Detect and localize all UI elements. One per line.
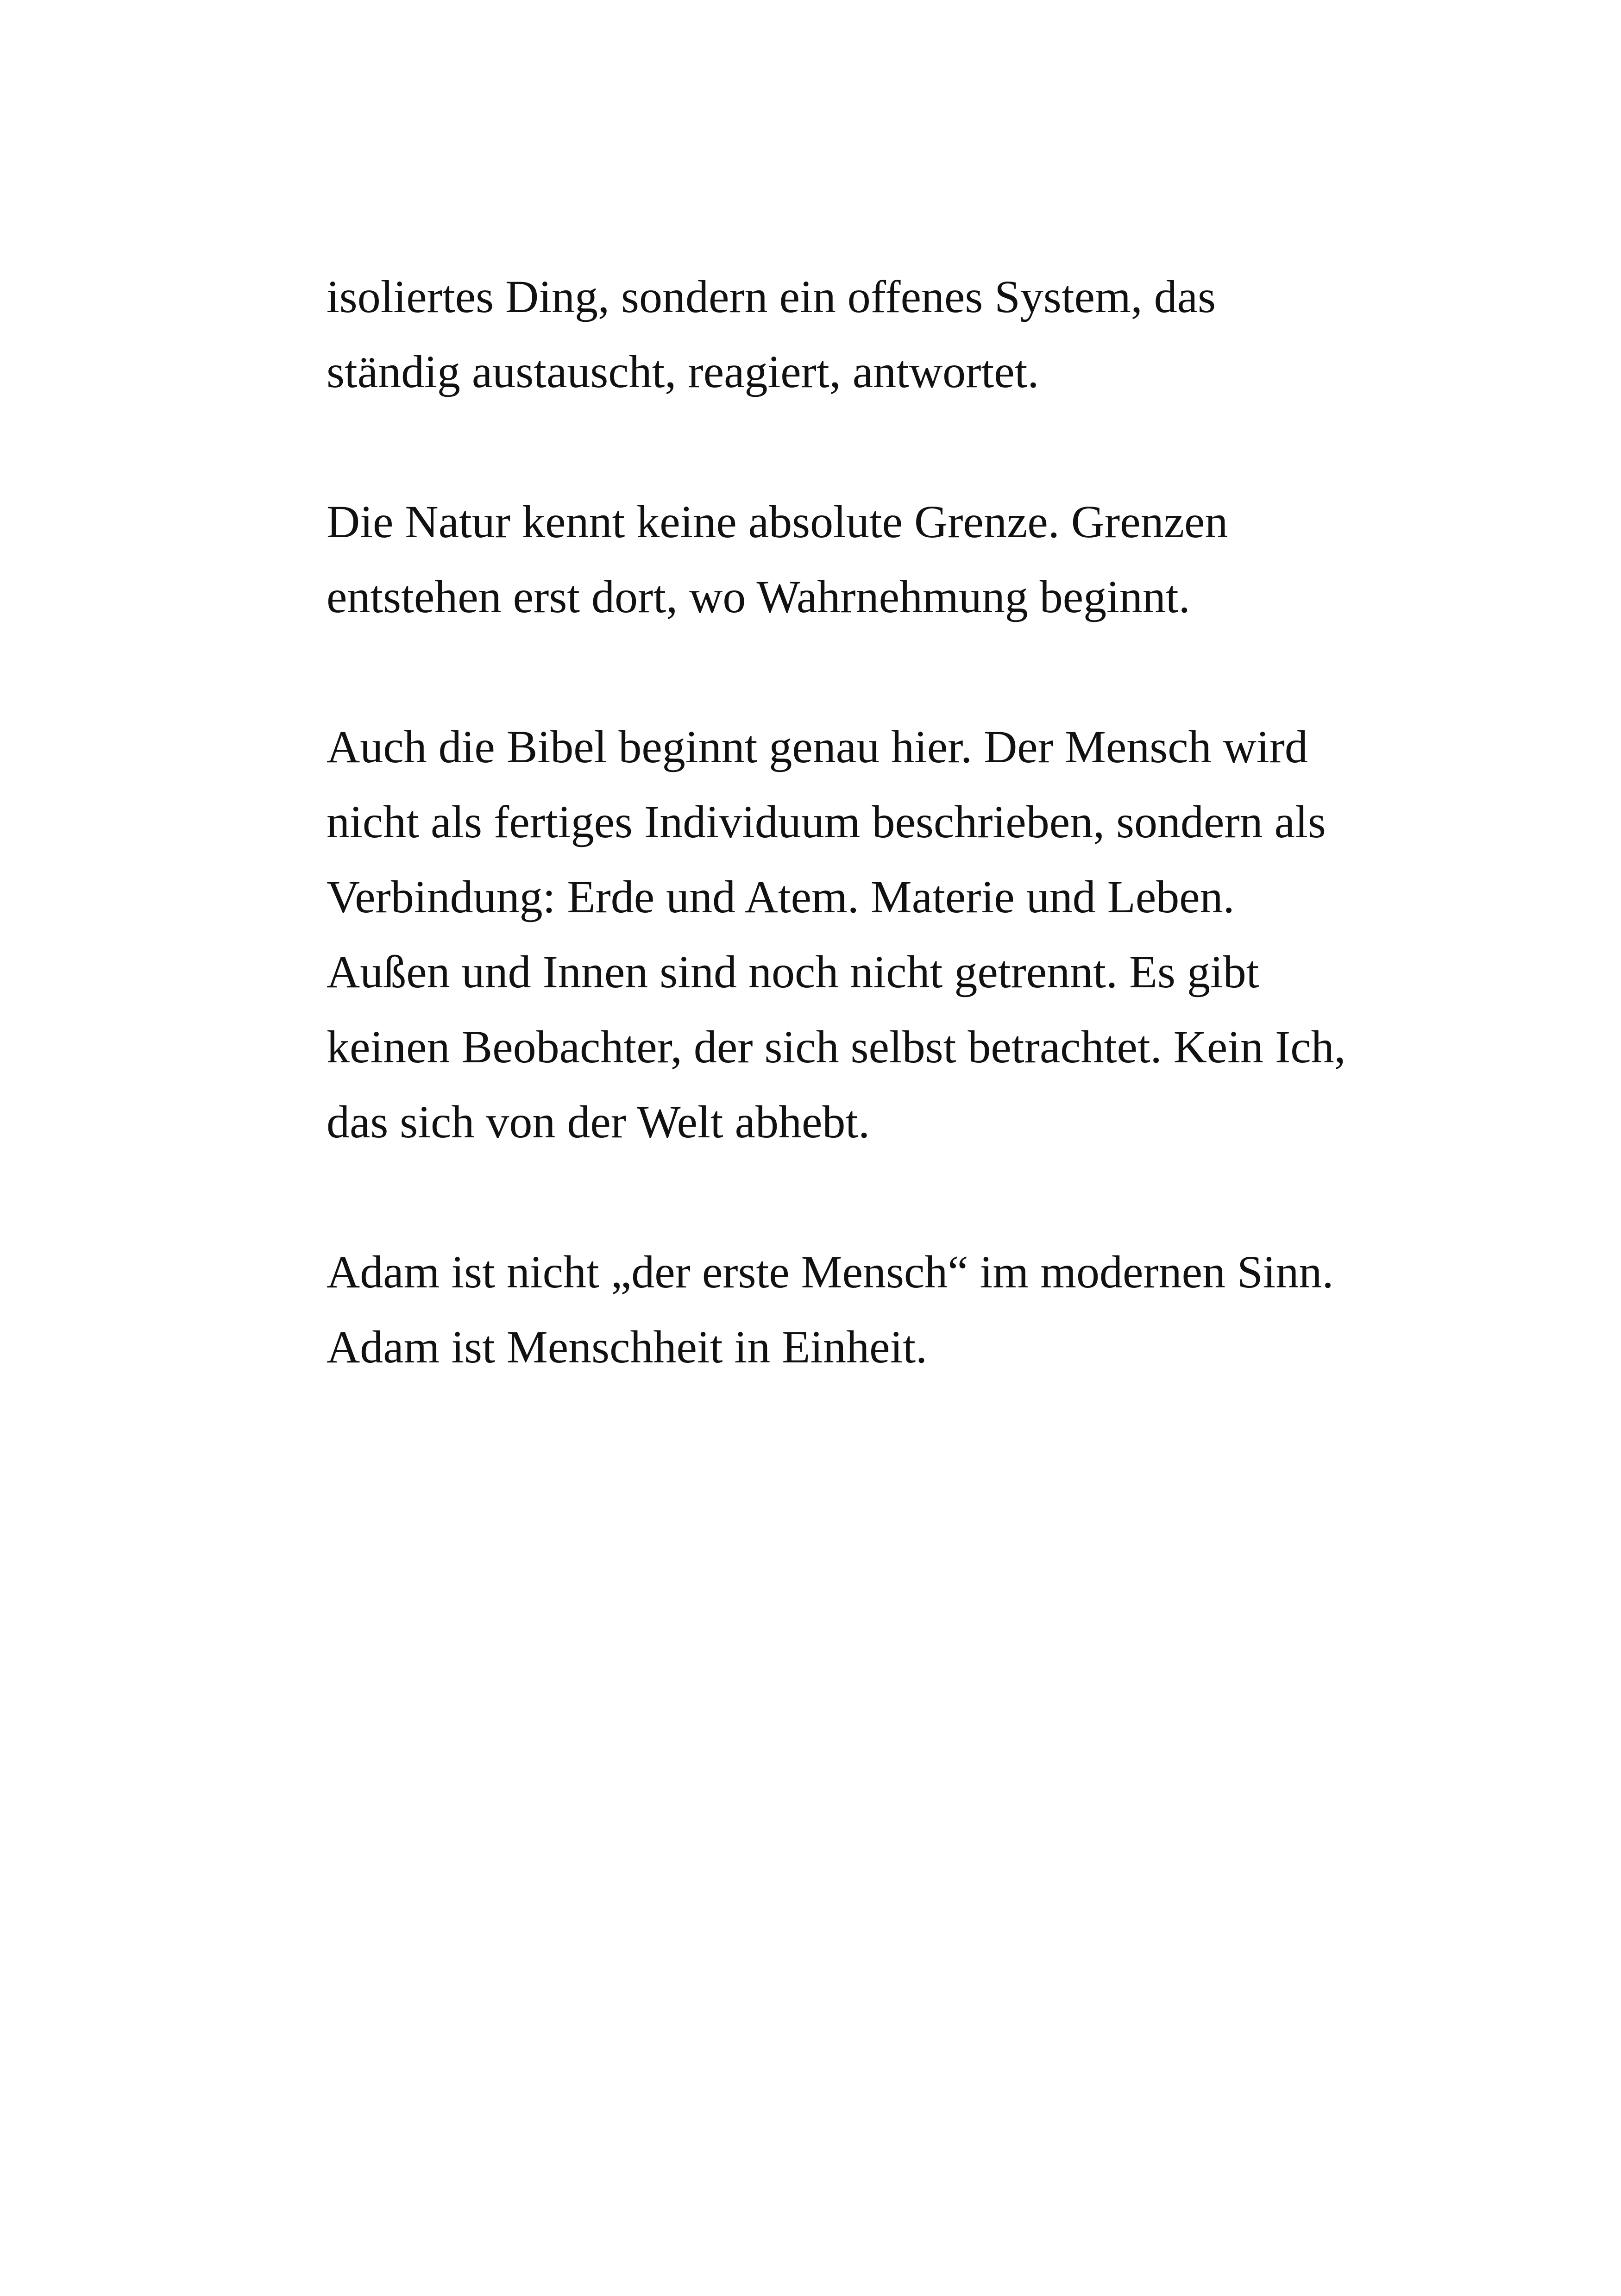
text-line: keinen Beobachter, der sich selbst betrachtet. Kein Ich, xyxy=(327,1021,1346,1073)
paragraph-4 xyxy=(327,1235,1392,1385)
text-line: Verbindung: Erde und Atem. Materie und Leben. xyxy=(327,871,1235,922)
text-line: Adam ist nicht „der erste Mensch“ im modernen Sinn. xyxy=(327,1246,1334,1298)
paragraph-3 xyxy=(327,709,1392,1160)
paragraph-1 xyxy=(327,259,1392,409)
text-line: Adam ist Menschheit in Einheit. xyxy=(327,1321,928,1373)
text-line: entstehen erst dort, wo Wahrnehmung beginnt. xyxy=(327,571,1190,622)
body-text xyxy=(327,259,1392,1460)
text-line: nicht als fertiges Individuum beschrieben, sondern als xyxy=(327,796,1326,847)
text-line: isoliertes Ding, sondern ein offenes System, das xyxy=(327,271,1216,322)
text-line: ständig austauscht, reagiert, antwortet. xyxy=(327,346,1039,397)
text-line: Die Natur kennt keine absolute Grenze. Grenzen xyxy=(327,496,1228,547)
text-line: das sich von der Welt abhebt. xyxy=(327,1096,870,1148)
text-line: Außen und Innen sind noch nicht getrennt. Es gibt xyxy=(327,946,1259,997)
paragraph-2 xyxy=(327,484,1392,634)
text-line: Auch die Bibel beginnt genau hier. Der Mensch wird xyxy=(327,721,1308,772)
